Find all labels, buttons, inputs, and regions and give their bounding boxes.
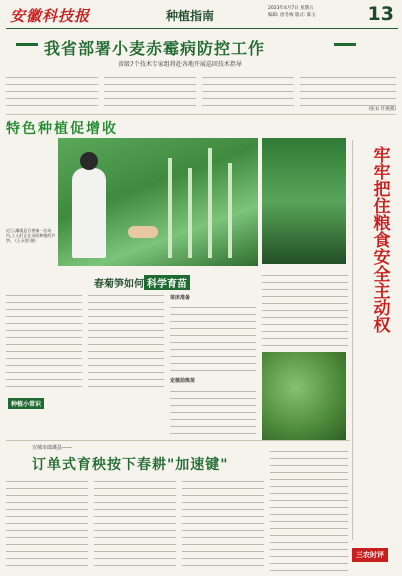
title-char: 牢 — [373, 146, 391, 166]
title-char: 动 — [373, 299, 391, 319]
headline-ornament-left — [16, 43, 38, 46]
commentary-text-upper — [262, 270, 348, 348]
tips-label: 种植小常识 — [8, 398, 44, 409]
section-title: 种植指南 — [166, 9, 215, 23]
order-column-2 — [94, 476, 176, 572]
field-photo — [262, 138, 346, 264]
order-divider — [6, 440, 350, 441]
lead-column-1 — [6, 72, 98, 112]
lead-column-4 — [300, 72, 396, 112]
feature-caption-credit: (王永朋 摄) — [15, 238, 36, 244]
title-char: 住 — [373, 197, 391, 217]
editor-line: 编辑: 唐冬梅 版式: 陈玉 — [268, 13, 316, 18]
subhead-hardening: 定植前炼苗 — [170, 378, 196, 384]
order-column-1 — [6, 476, 88, 572]
title-char: 把 — [373, 180, 391, 200]
asparagus-worker-photo — [58, 138, 258, 266]
lead-column-2 — [104, 72, 196, 112]
spring-title-highlight: 科学育苗 — [144, 275, 190, 290]
feature-title: 特色种植促增收 — [6, 121, 118, 137]
lead-column-3 — [202, 72, 294, 112]
feature-caption — [6, 228, 56, 244]
lead-subhead: 省级7个技术专家组将赴各地开展巡回技术指导 — [118, 61, 242, 68]
order-kicker: 宣城市郎溪县—— — [32, 445, 73, 451]
title-char: 粮 — [373, 214, 391, 234]
vegetable-photo — [262, 352, 346, 440]
order-headline: 订单式育秧按下春耕"加速键" — [32, 457, 229, 473]
subhead-seedbed: 苗床准备 — [170, 295, 191, 301]
date-line: 2023年4月7日 星期五 — [268, 6, 314, 11]
title-char: 牢 — [373, 163, 391, 183]
lead-byline: (张衣 许燕燕) — [368, 106, 396, 112]
lead-headline: 我省部署小麦赤霉病防控工作 — [44, 39, 266, 58]
headline-ornament-right — [334, 43, 356, 46]
spring-story-title — [94, 275, 190, 290]
spring-title-plain: 春菊笋如何 — [94, 279, 144, 290]
title-char: 全 — [373, 265, 391, 285]
spring-column-1 — [6, 290, 82, 390]
commentary-divider — [352, 140, 353, 540]
commentary-tag: 三农时评 — [352, 548, 388, 562]
spring-column-4 — [170, 386, 256, 436]
spring-column-3 — [170, 302, 256, 374]
title-char: 权 — [373, 316, 391, 336]
title-char: 安 — [373, 248, 391, 268]
spring-column-2 — [88, 290, 164, 390]
page-number: 13 — [367, 3, 394, 25]
date-info — [268, 5, 364, 19]
commentary-text-lower — [270, 446, 348, 572]
title-char: 食 — [373, 231, 391, 251]
order-column-3 — [182, 476, 264, 572]
section-divider — [6, 114, 396, 115]
masthead — [6, 2, 398, 29]
feature-caption-text: 近日,濉溪县百善镇一农场内,工人们正在采收种植的芦笋。 — [6, 228, 56, 244]
newspaper-name: 安徽科技报 — [10, 7, 91, 25]
title-char: 主 — [373, 282, 391, 302]
commentary-vertical-title — [366, 148, 398, 335]
